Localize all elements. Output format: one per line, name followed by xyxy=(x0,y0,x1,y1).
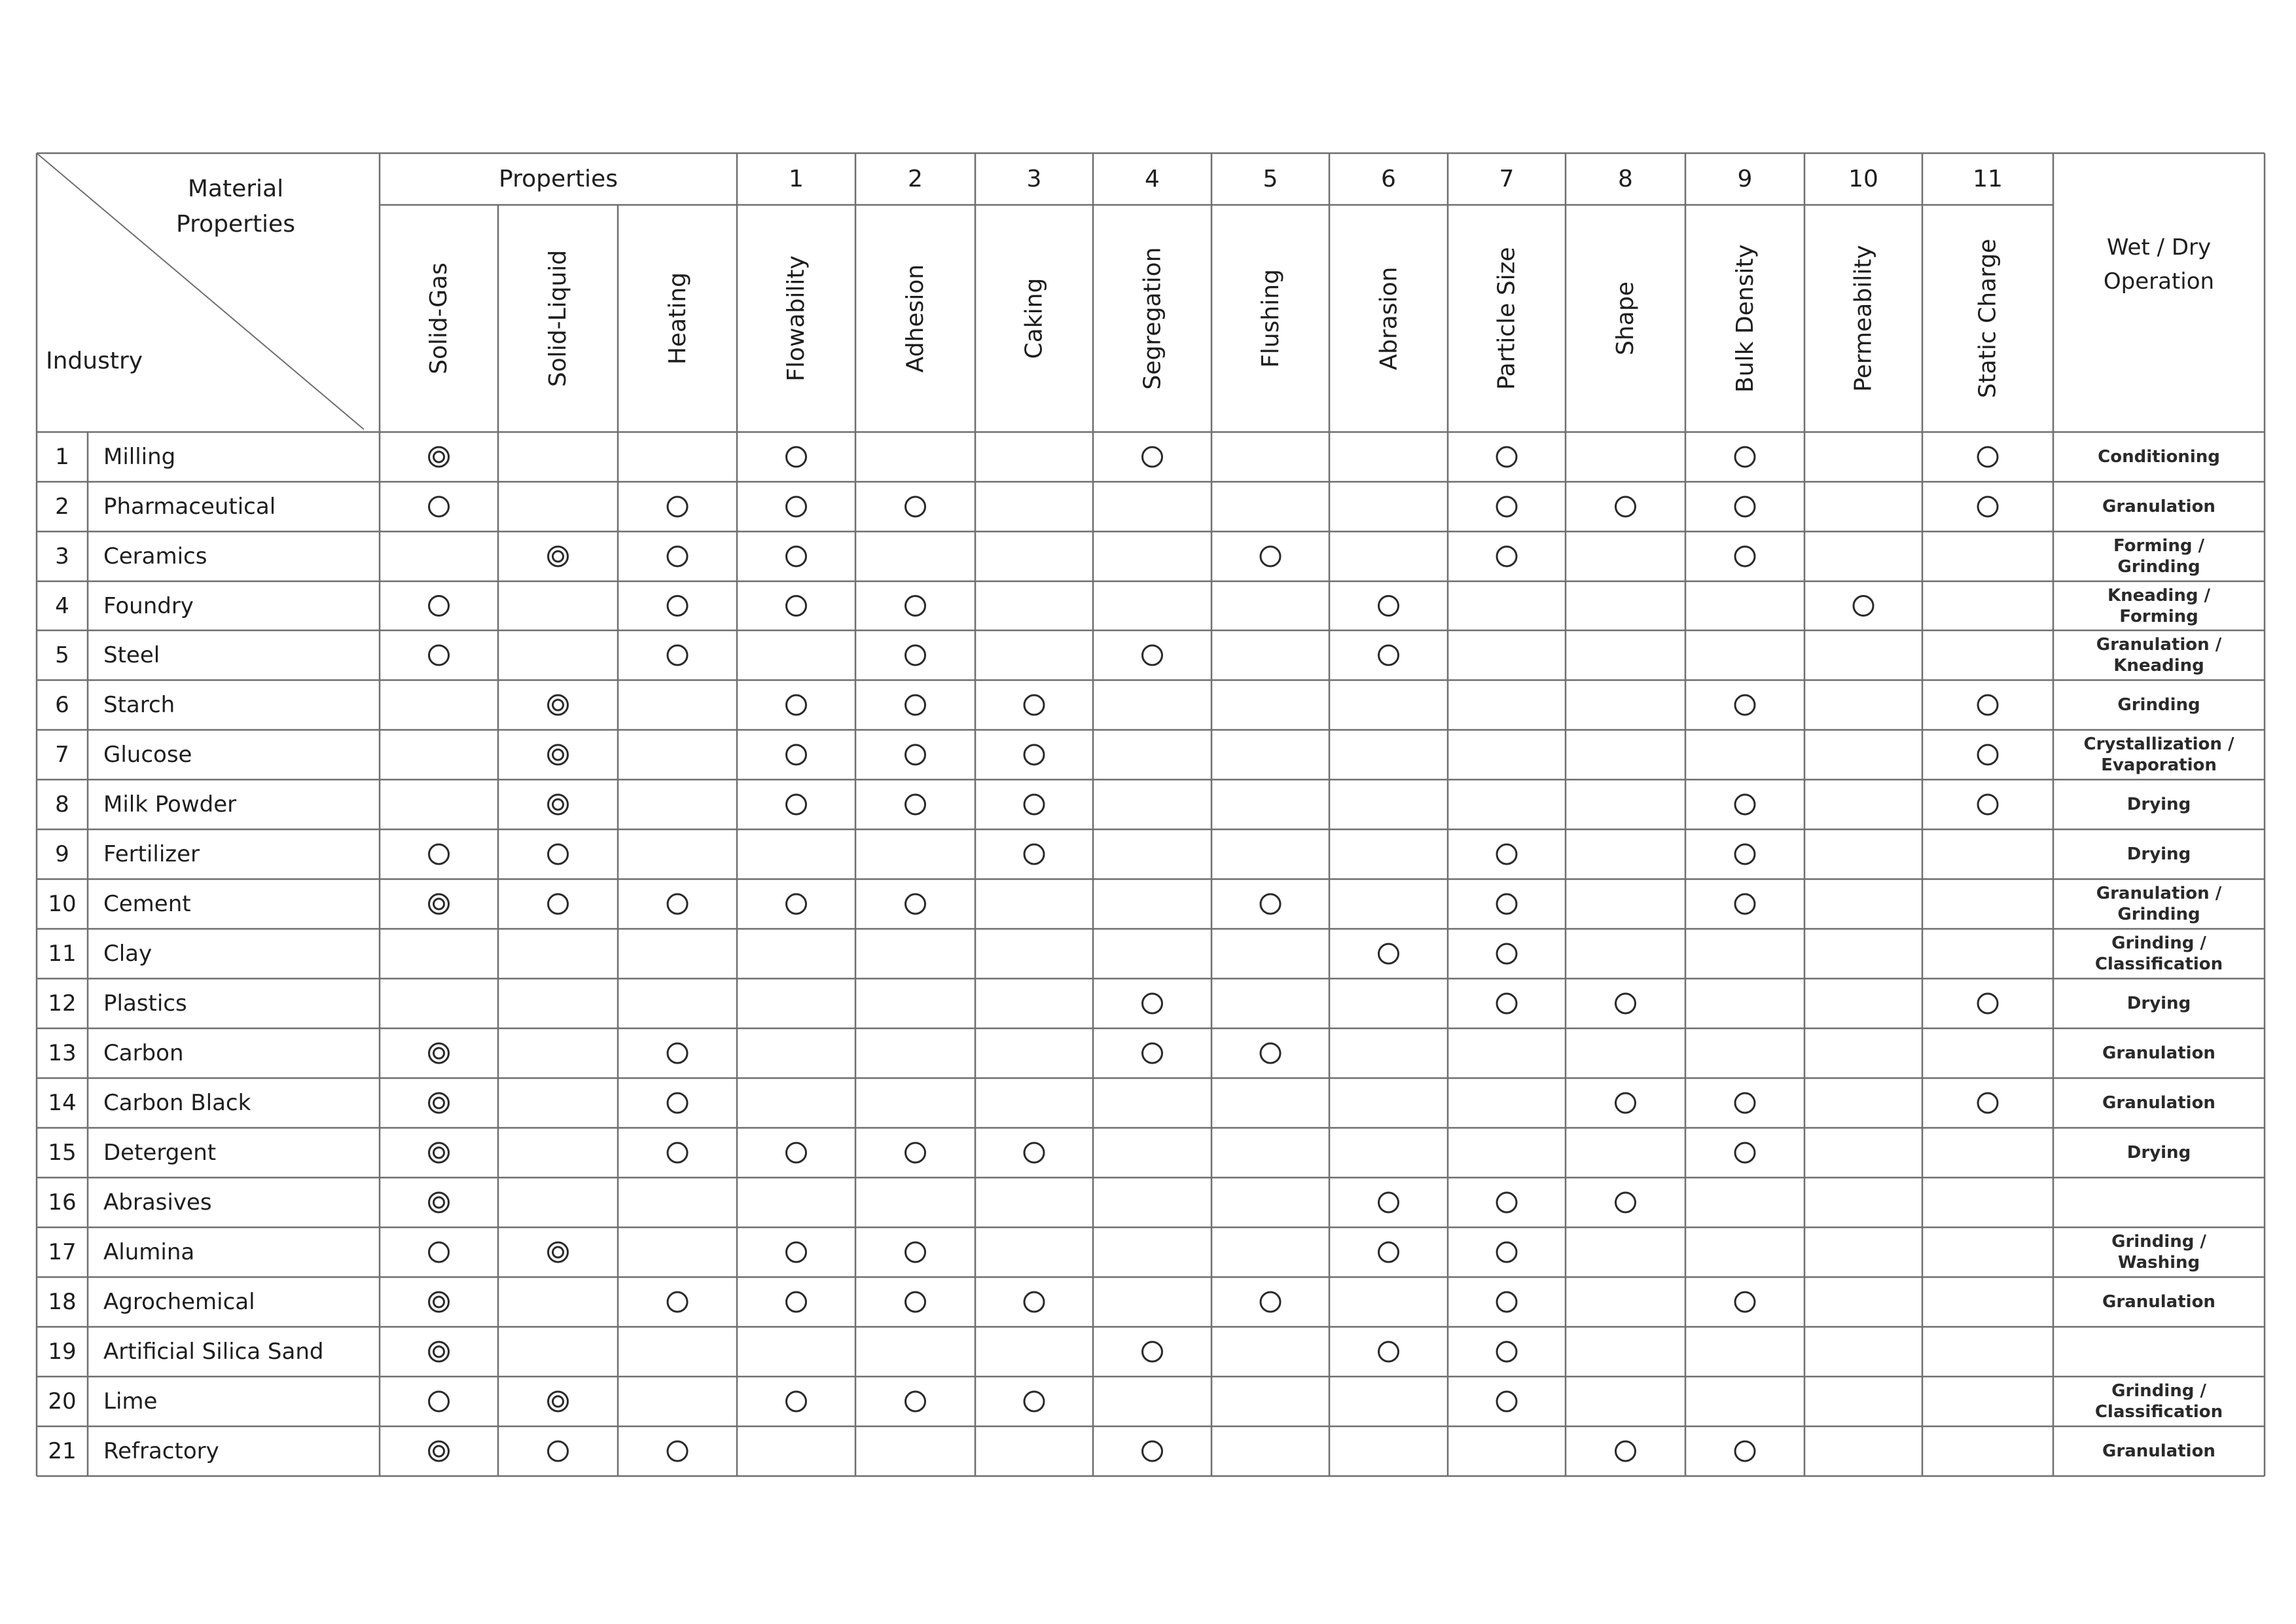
row-number: 10 xyxy=(48,891,77,917)
industry-name: Clay xyxy=(103,941,152,967)
circle-icon xyxy=(548,844,568,864)
double-circle-icon xyxy=(548,547,568,566)
circle-icon xyxy=(787,596,806,616)
circle-icon xyxy=(1379,944,1399,964)
circle-icon xyxy=(429,596,449,616)
circle-icon xyxy=(1735,1143,1755,1163)
operation-cell: Granulation xyxy=(2102,497,2215,516)
operation-cell: Grinding xyxy=(2117,695,2200,715)
circle-icon xyxy=(1735,795,1755,814)
row-number: 2 xyxy=(55,494,69,520)
circle-icon xyxy=(1261,547,1280,566)
circle-icon xyxy=(787,1392,806,1411)
row-number: 15 xyxy=(48,1140,77,1166)
column-header-segregation: Segregation xyxy=(1138,247,1166,390)
column-header-static-charge: Static Charge xyxy=(1974,238,2001,399)
row-number: 7 xyxy=(55,742,69,768)
industry-name: Pharmaceutical xyxy=(103,494,276,520)
industry-name: Steel xyxy=(103,642,160,668)
circle-icon xyxy=(1143,645,1162,665)
industry-name: Plastics xyxy=(103,990,187,1017)
circle-icon xyxy=(787,1143,806,1163)
column-header-solid-liquid: Solid-Liquid xyxy=(545,249,572,388)
column-number-header: 11 xyxy=(1973,166,2003,192)
circle-icon xyxy=(1616,1193,1636,1212)
row-number: 19 xyxy=(48,1339,77,1365)
industry-name: Agrochemical xyxy=(103,1289,255,1315)
circle-icon xyxy=(1735,547,1755,566)
operation-cell: Granulation xyxy=(2102,1093,2215,1113)
double-circle-icon xyxy=(429,1043,449,1063)
corner-industry-label: Industry xyxy=(46,348,143,374)
circle-icon xyxy=(1497,994,1516,1013)
circle-icon xyxy=(787,894,806,914)
circle-icon xyxy=(1379,596,1399,616)
circle-icon xyxy=(906,795,925,814)
column-header-solid-gas: Solid-Gas xyxy=(425,262,452,374)
circle-icon xyxy=(1024,795,1044,814)
circle-icon xyxy=(668,645,687,665)
circle-icon xyxy=(1735,1093,1755,1113)
circle-icon xyxy=(1616,1441,1636,1461)
circle-icon xyxy=(1143,1043,1162,1063)
circle-icon xyxy=(429,1242,449,1262)
circle-icon xyxy=(1024,1392,1044,1411)
circle-icon xyxy=(1735,695,1755,715)
column-number-header: 2 xyxy=(908,166,923,192)
circle-icon xyxy=(429,1392,449,1411)
double-circle-icon xyxy=(429,1093,449,1113)
column-number-header: 8 xyxy=(1618,166,1633,192)
circle-icon xyxy=(548,1441,568,1461)
double-circle-icon xyxy=(429,447,449,467)
operation-cell: Crystallization / Evaporation xyxy=(2083,734,2234,775)
industry-name: Foundry xyxy=(103,592,194,619)
double-circle-icon xyxy=(429,1342,449,1362)
industry-name: Ceramics xyxy=(103,543,207,569)
column-header-shape: Shape xyxy=(1611,281,1639,355)
circle-icon xyxy=(906,596,925,616)
row-number: 9 xyxy=(55,841,69,867)
double-circle-icon xyxy=(548,745,568,765)
row-number: 1 xyxy=(55,444,69,470)
column-header-bulk-density: Bulk Density xyxy=(1731,244,1759,393)
circle-icon xyxy=(1616,497,1636,516)
circle-icon xyxy=(1978,695,1998,715)
row-number: 3 xyxy=(55,543,69,569)
industry-name: Fertilizer xyxy=(103,841,200,867)
circle-icon xyxy=(668,497,687,516)
operation-cell xyxy=(2053,1327,2265,1377)
circle-icon xyxy=(787,447,806,467)
circle-icon xyxy=(1143,1342,1162,1362)
column-header-particle-size: Particle Size xyxy=(1493,247,1520,390)
industry-name: Refractory xyxy=(103,1438,219,1464)
circle-icon xyxy=(787,795,806,814)
row-number: 6 xyxy=(55,692,69,718)
circle-icon xyxy=(906,497,925,516)
column-number-header: 9 xyxy=(1737,166,1753,192)
circle-icon xyxy=(1261,894,1280,914)
industry-name: Cement xyxy=(103,891,191,917)
circle-icon xyxy=(1024,844,1044,864)
column-header-permeability: Permeability xyxy=(1850,245,1877,392)
circle-icon xyxy=(787,1242,806,1262)
circle-icon xyxy=(1497,497,1516,516)
circle-icon xyxy=(429,497,449,516)
operation-cell: Conditioning xyxy=(2098,447,2220,467)
circle-icon xyxy=(429,645,449,665)
operation-cell: Drying xyxy=(2126,844,2191,864)
circle-icon xyxy=(787,497,806,516)
circle-icon xyxy=(1978,497,1998,516)
circle-icon xyxy=(906,1292,925,1312)
double-circle-icon xyxy=(548,1392,568,1411)
industry-name: Milling xyxy=(103,444,176,470)
column-number-header: 5 xyxy=(1263,166,1278,192)
operation-cell: Granulation / Grinding xyxy=(2096,884,2222,924)
row-number: 12 xyxy=(48,990,77,1017)
industry-name: Starch xyxy=(103,692,175,718)
operation-cell: Granulation xyxy=(2102,1292,2215,1312)
circle-icon xyxy=(548,894,568,914)
corner-material-properties-label: Material Properties xyxy=(176,175,295,238)
wet-dry-operation-header: Wet / Dry Operation xyxy=(2103,234,2215,295)
row-number: 17 xyxy=(48,1239,77,1265)
circle-icon xyxy=(906,1242,925,1262)
operation-cell: Granulation / Kneading xyxy=(2096,635,2222,676)
row-number: 21 xyxy=(48,1438,77,1464)
circle-icon xyxy=(1497,944,1516,964)
circle-icon xyxy=(1497,547,1516,566)
circle-icon xyxy=(1735,447,1755,467)
column-header-caking: Caking xyxy=(1020,278,1048,359)
operation-cell: Grinding / Classification xyxy=(2094,933,2223,974)
row-number: 4 xyxy=(55,592,69,619)
operation-cell: Grinding / Washing xyxy=(2111,1232,2206,1272)
circle-icon xyxy=(668,1292,687,1312)
column-number-header: 6 xyxy=(1381,166,1396,192)
row-number: 5 xyxy=(55,642,69,668)
circle-icon xyxy=(1735,497,1755,516)
operation-cell: Granulation xyxy=(2102,1043,2215,1063)
double-circle-icon xyxy=(548,695,568,715)
row-number: 14 xyxy=(48,1090,77,1116)
circle-icon xyxy=(906,645,925,665)
circle-icon xyxy=(1497,1392,1516,1411)
circle-icon xyxy=(668,1043,687,1063)
row-number: 16 xyxy=(48,1189,77,1216)
column-number-header: 3 xyxy=(1026,166,1042,192)
operation-cell xyxy=(2053,1178,2265,1227)
circle-icon xyxy=(787,745,806,765)
circle-icon xyxy=(1379,1193,1399,1212)
industry-name: Milk Powder xyxy=(103,791,237,818)
circle-icon xyxy=(668,547,687,566)
double-circle-icon xyxy=(429,1292,449,1312)
double-circle-icon xyxy=(429,1143,449,1163)
double-circle-icon xyxy=(548,1242,568,1262)
industry-name: Lime xyxy=(103,1388,158,1415)
column-number-header: 7 xyxy=(1499,166,1515,192)
circle-icon xyxy=(1854,596,1873,616)
row-number: 18 xyxy=(48,1289,77,1315)
circle-icon xyxy=(1024,1292,1044,1312)
circle-icon xyxy=(1978,447,1998,467)
circle-icon xyxy=(906,695,925,715)
circle-icon xyxy=(1497,447,1516,467)
column-header-flushing: Flushing xyxy=(1257,269,1284,368)
circle-icon xyxy=(1735,844,1755,864)
circle-icon xyxy=(906,894,925,914)
operation-cell: Granulation xyxy=(2102,1441,2215,1461)
industry-name: Glucose xyxy=(103,742,192,768)
circle-icon xyxy=(1978,795,1998,814)
circle-icon xyxy=(429,844,449,864)
row-number: 8 xyxy=(55,791,69,818)
circle-icon xyxy=(1143,447,1162,467)
circle-icon xyxy=(1735,1292,1755,1312)
double-circle-icon xyxy=(429,1441,449,1461)
column-header-adhesion: Adhesion xyxy=(902,264,929,373)
properties-group-header: Properties xyxy=(499,166,618,192)
operation-cell: Kneading / Forming xyxy=(2107,585,2211,626)
industry-name: Alumina xyxy=(103,1239,195,1265)
operation-cell: Grinding / Classification xyxy=(2094,1381,2223,1422)
operation-cell: Forming / Grinding xyxy=(2113,536,2205,577)
circle-icon xyxy=(1616,1093,1636,1113)
circle-icon xyxy=(1978,994,1998,1013)
circle-icon xyxy=(1497,1242,1516,1262)
circle-icon xyxy=(787,695,806,715)
circle-icon xyxy=(1379,645,1399,665)
circle-icon xyxy=(1379,1242,1399,1262)
circle-icon xyxy=(1497,894,1516,914)
circle-icon xyxy=(668,1143,687,1163)
circle-icon xyxy=(1024,695,1044,715)
industry-name: Abrasives xyxy=(103,1189,212,1216)
double-circle-icon xyxy=(429,1193,449,1212)
circle-icon xyxy=(1261,1043,1280,1063)
industry-name: Detergent xyxy=(103,1140,217,1166)
circle-icon xyxy=(1497,844,1516,864)
circle-icon xyxy=(1143,1441,1162,1461)
circle-icon xyxy=(1024,745,1044,765)
circle-icon xyxy=(668,894,687,914)
circle-icon xyxy=(1978,745,1998,765)
column-number-header: 4 xyxy=(1145,166,1160,192)
row-number: 11 xyxy=(48,941,77,967)
circle-icon xyxy=(668,596,687,616)
double-circle-icon xyxy=(429,894,449,914)
circle-icon xyxy=(1024,1143,1044,1163)
circle-icon xyxy=(906,745,925,765)
industry-name: Artificial Silica Sand xyxy=(103,1339,324,1365)
industry-name: Carbon Black xyxy=(103,1090,251,1116)
circle-icon xyxy=(906,1392,925,1411)
operation-cell: Drying xyxy=(2126,994,2191,1013)
circle-icon xyxy=(1978,1093,1998,1113)
circle-icon xyxy=(1497,1193,1516,1212)
industry-name: Carbon xyxy=(103,1040,184,1066)
double-circle-icon xyxy=(548,795,568,814)
circle-icon xyxy=(1261,1292,1280,1312)
circle-icon xyxy=(1497,1292,1516,1312)
circle-icon xyxy=(1143,994,1162,1013)
column-number-header: 10 xyxy=(1848,166,1878,192)
circle-icon xyxy=(1735,894,1755,914)
row-number: 13 xyxy=(48,1040,77,1066)
circle-icon xyxy=(1497,1342,1516,1362)
column-header-flowability: Flowability xyxy=(782,255,810,382)
circle-icon xyxy=(1379,1342,1399,1362)
column-header-heating: Heating xyxy=(664,272,691,365)
circle-icon xyxy=(906,1143,925,1163)
circle-icon xyxy=(668,1093,687,1113)
circle-icon xyxy=(787,547,806,566)
operation-cell: Drying xyxy=(2126,1143,2191,1163)
row-number: 20 xyxy=(48,1388,77,1415)
column-header-abrasion: Abrasion xyxy=(1374,266,1402,370)
circle-icon xyxy=(787,1292,806,1312)
circle-icon xyxy=(668,1441,687,1461)
operation-cell: Drying xyxy=(2126,795,2191,814)
column-number-header: 1 xyxy=(789,166,804,192)
circle-icon xyxy=(1735,1441,1755,1461)
circle-icon xyxy=(1616,994,1636,1013)
